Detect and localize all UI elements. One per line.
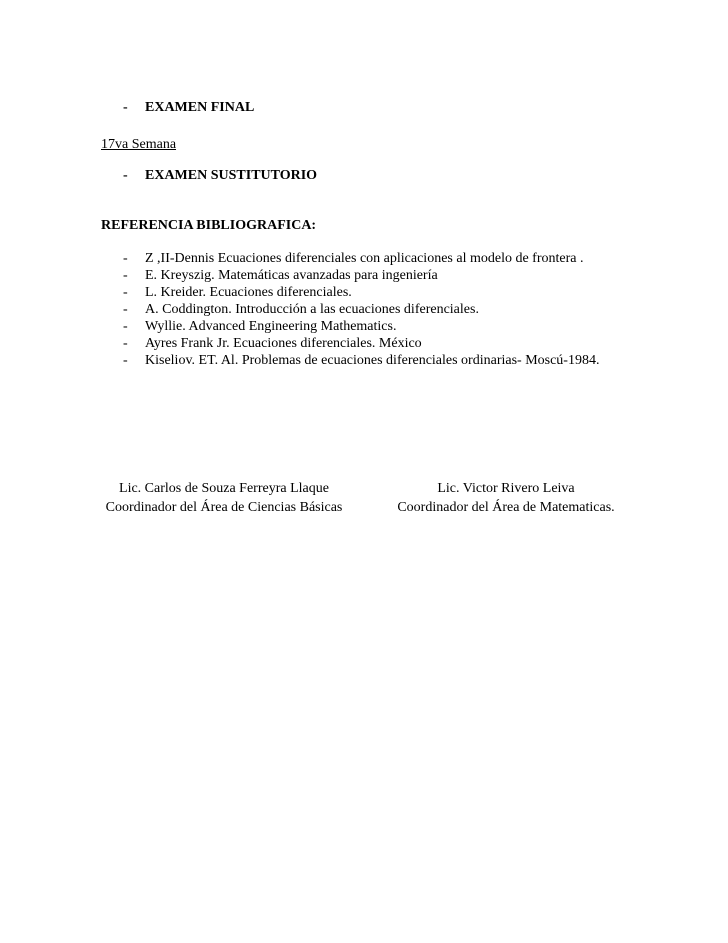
reference-text: Ayres Frank Jr. Ecuaciones diferenciales. México	[145, 336, 422, 351]
list-dash: -	[123, 251, 128, 266]
bibliography-heading: REFERENCIA BIBLIOGRAFICA:	[101, 218, 317, 233]
list-dash: -	[123, 285, 128, 300]
reference-text: A. Coddington. Introducción a las ecuaciones diferenciales.	[145, 302, 479, 317]
signatory-name: Lic. Carlos de Souza Ferreyra Llaque	[119, 481, 329, 496]
exam-final-label: EXAMEN FINAL	[145, 100, 255, 115]
signatory-role: Coordinador del Área de Ciencias Básicas	[105, 500, 343, 515]
list-dash: -	[123, 319, 128, 334]
list-dash: -	[123, 336, 128, 351]
list-dash: -	[123, 268, 128, 283]
list-dash: -	[123, 302, 128, 317]
exam-substitute-label: EXAMEN SUSTITUTORIO	[145, 168, 318, 183]
reference-text: Wyllie. Advanced Engineering Mathematics.	[145, 319, 397, 334]
week-label: 17va Semana	[101, 137, 177, 152]
reference-text: L. Kreider. Ecuaciones diferenciales.	[145, 285, 352, 300]
reference-text: Z ,II-Dennis Ecuaciones diferenciales con aplicaciones al modelo de frontera .	[145, 251, 584, 266]
list-dash: -	[123, 100, 128, 115]
signatory-name: Lic. Victor Rivero Leiva	[437, 481, 575, 496]
signature-block-right	[394, 479, 618, 517]
signature-block-left	[101, 479, 347, 517]
reference-text: E. Kreyszig. Matemáticas avanzadas para ingeniería	[145, 268, 438, 283]
signatory-role: Coordinador del Área de Matematicas.	[397, 500, 615, 515]
list-dash: -	[123, 353, 128, 368]
list-dash: -	[123, 168, 128, 183]
reference-text: Kiseliov. ET. Al. Problemas de ecuaciones diferenciales ordinarias- Moscú-1984.	[145, 353, 600, 368]
